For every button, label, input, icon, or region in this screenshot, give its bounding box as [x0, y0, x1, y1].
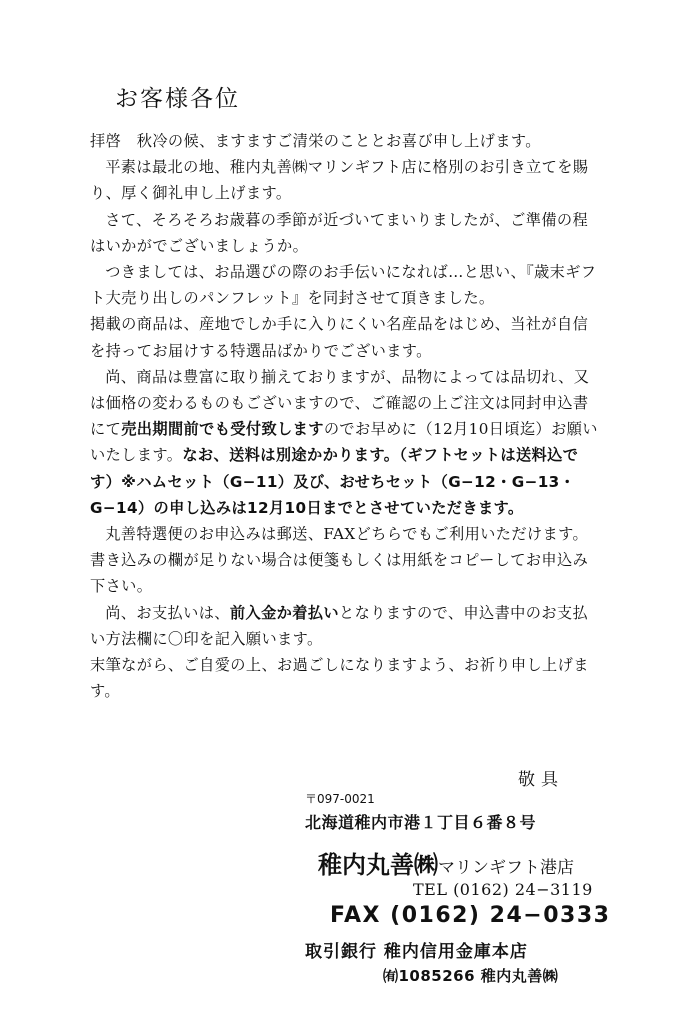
- letter-paragraph: [90, 364, 598, 521]
- telephone-number: TEL (0162) 24−3119: [413, 880, 593, 899]
- paragraph-text: 末筆ながら、ご自愛の上、お過ごしになりますよう、お祈り申し上げます。: [90, 656, 589, 701]
- fax-number: FAX (0162) 24−0333: [330, 903, 611, 928]
- paragraph-text: 平素は最北の地、稚内丸善㈱マリンギフト店に格別のお引き立てを賜り、厚く御礼申し上げます。: [90, 158, 589, 203]
- letter-body: [90, 128, 598, 704]
- letter-title: お客様各位: [115, 86, 240, 112]
- paragraph-text: 尚、商品は豊富に取り揃えておりますが、品物によっては品切れ、又は価格の変わるものもございますので、ご確認の上ご注文は同封申込書にて: [90, 367, 590, 439]
- paragraph-text: 掲載の商品は、産地でしか手に入りにくい名産品をはじめ、当社が自信を持ってお届けする特選品ばかりでございます。: [90, 315, 589, 360]
- letter-paragraph: [90, 154, 598, 206]
- emphasized-text: 売出期間前でも受付致します: [121, 420, 324, 439]
- paragraph-text: さて、そろそろお歳暮の季節が近づいてまいりましたが、ご準備の程はいかがでございましょうか。: [90, 210, 589, 255]
- paragraph-text: 丸善特選便のお申込みは郵送、FAXどちらでもご利用いただけます。書き込みの欄が足りない場合は便箋もしくは用紙をコピーしてお申込み下さい。: [90, 525, 589, 596]
- paragraph-text: となりますので、申込書中のお支払い方法欄に〇印を記入願います。: [90, 603, 589, 648]
- emphasized-text: なお、送料は別途かかります。（ギフトセットは送料込です）※ハムセット（G−11）及び、おせちセット（G−12・G−13・G−14）の申し込みは12月10日までとさせていただきます。: [90, 446, 579, 517]
- paragraph-text: 尚、お支払いは、: [105, 603, 230, 622]
- letter-paragraph: [90, 128, 598, 154]
- sender-address: 北海道稚内市港１丁目６番８号: [305, 813, 537, 832]
- bank-account: ㈲1085266 稚内丸善㈱: [383, 967, 559, 985]
- company-branch: マリンギフト港店: [438, 858, 574, 878]
- bank-info: 取引銀行 稚内信用金庫本店: [305, 942, 528, 962]
- paragraph-text: つきましては、お品選びの際のお手伝いになれば…と思い、『歳末ギフト大売り出しのパンフレット』を同封させて頂きました。: [90, 263, 597, 308]
- letter-paragraph: [90, 311, 598, 363]
- letter-paragraph: [90, 521, 598, 600]
- letter-paragraph: [90, 600, 598, 652]
- letter-paragraph: [90, 207, 598, 259]
- paragraph-text: 拝啓 秋冷の候、ますますご清栄のこととお喜び申し上げます。: [90, 132, 541, 150]
- company-name-main: 稚内丸善㈱: [318, 850, 438, 879]
- closing-remark: 敬具: [518, 770, 564, 790]
- paragraph-text: のでお早めに（12月10日頃迄）お願いいたします。: [90, 420, 598, 465]
- company-name: [318, 845, 574, 880]
- postal-code: 〒097-0021: [305, 792, 375, 806]
- emphasized-text: 前入金か着払い: [229, 603, 340, 622]
- letter-paragraph: [90, 259, 598, 311]
- letter-paragraph: [90, 652, 598, 704]
